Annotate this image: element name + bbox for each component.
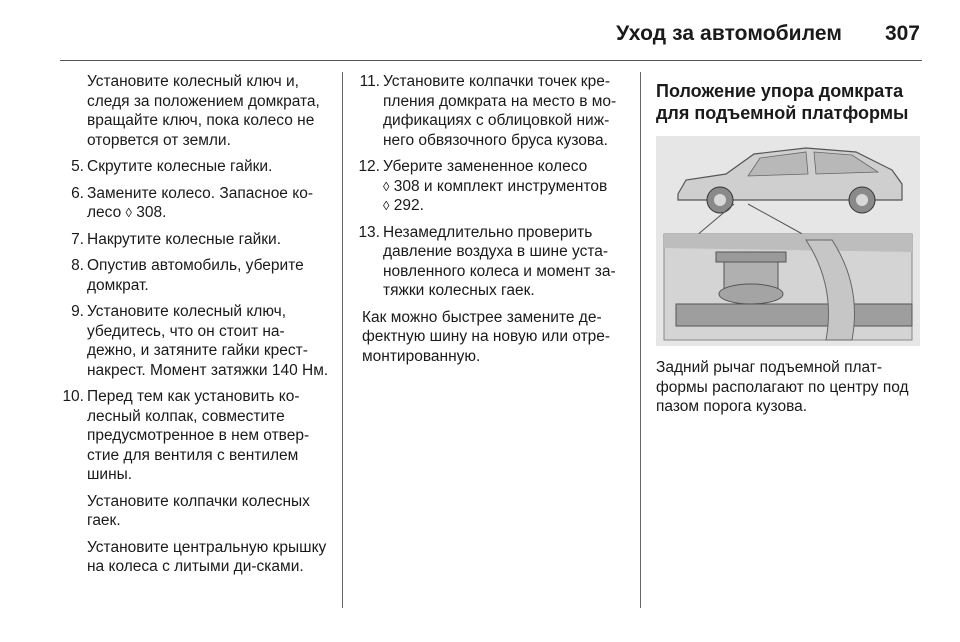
reference-arrow-icon: ◊ (125, 205, 132, 220)
step-text: Опустив автомобиль, уберите домкрат. (87, 257, 304, 294)
step-number: 11. (359, 73, 380, 90)
list-item (358, 72, 626, 150)
step-number: 7. (71, 230, 84, 248)
lift-point-illustration (656, 136, 920, 346)
car-lift-diagram (656, 136, 920, 346)
figure-caption: Задний рычаг подъемной плат-формы располагают по центру под пазом порога кузова. (656, 359, 909, 415)
lift-arm-detail (664, 234, 912, 340)
column-divider-2 (640, 72, 641, 608)
header-divider (60, 60, 922, 61)
step-number: 6. (71, 184, 84, 202)
step-number: 13. (358, 223, 380, 241)
list-item (62, 302, 330, 380)
step-subtext: Установите центральную крышку на колеса с литыми ди-сками. (87, 538, 327, 575)
list-item (62, 256, 330, 295)
column-divider-1 (342, 72, 343, 608)
step-text: Скрутите колесные гайки. (87, 158, 273, 175)
step-text: Уберите замененное колесо (383, 158, 588, 175)
step-text: Накрутите колесные гайки. (87, 230, 282, 248)
step-number: 8. (71, 257, 84, 274)
step-number: 10. (62, 388, 84, 405)
column-1 (62, 72, 330, 584)
step-text: Замените колесо. Запасное ко-лесо (87, 184, 313, 221)
step-text: Незамедлительно проверить давление воздуха в шине уста-новленного колеса и момент за-тяжки колесных гаек. (383, 223, 616, 299)
step-text: Установите колесный ключ, убедитесь, что он стоит на-дежно, и затяните гайки крест-накрест. Момент затяжки 140 Нм. (87, 303, 329, 379)
list-item (358, 223, 626, 301)
step-number: 5. (71, 158, 84, 175)
page-reference[interactable]: 308. (136, 204, 167, 221)
note-paragraph: Как можно быстрее замените де-фектную шину на новую или отре-монтированную. (362, 308, 611, 365)
section-title: Положение упора домкрата для подъемной платформы (656, 81, 909, 123)
reference-arrow-icon: ◊ (383, 178, 390, 194)
list-item (62, 387, 330, 577)
list-item (62, 157, 330, 177)
step-text: Установите колпачки точек кре-пления домкрата на место в мо-дификациях с облицовкой ниж-него обвязочного бруса кузова. (383, 73, 617, 149)
list-item (62, 230, 330, 250)
step-number: 9. (71, 303, 84, 320)
page-header (0, 0, 960, 62)
page-number: 307 (884, 22, 920, 45)
intro-paragraph: Установите колесный ключ и, следя за положением домкрата, вращайте ключ, пока колесо не оторвется от земли. (87, 73, 320, 149)
step-text: Перед тем как установить ко-лесный колпак, совместите предусмотренное в нем отвер-стие для вентиля с вентилем шины. (87, 388, 310, 483)
column-3 (656, 72, 926, 417)
list-item (358, 157, 626, 216)
step-subtext: Установите колпачки колесных гаек. (87, 492, 310, 529)
reference-arrow-icon: ◊ (383, 198, 390, 213)
step-number: 12. (358, 158, 380, 175)
page-reference[interactable]: 292. (393, 197, 424, 214)
column-2 (358, 72, 626, 366)
list-item (62, 184, 330, 223)
chapter-title: Уход за автомобилем (616, 22, 842, 45)
page-reference[interactable]: 308 и комплект инструментов (393, 177, 608, 195)
